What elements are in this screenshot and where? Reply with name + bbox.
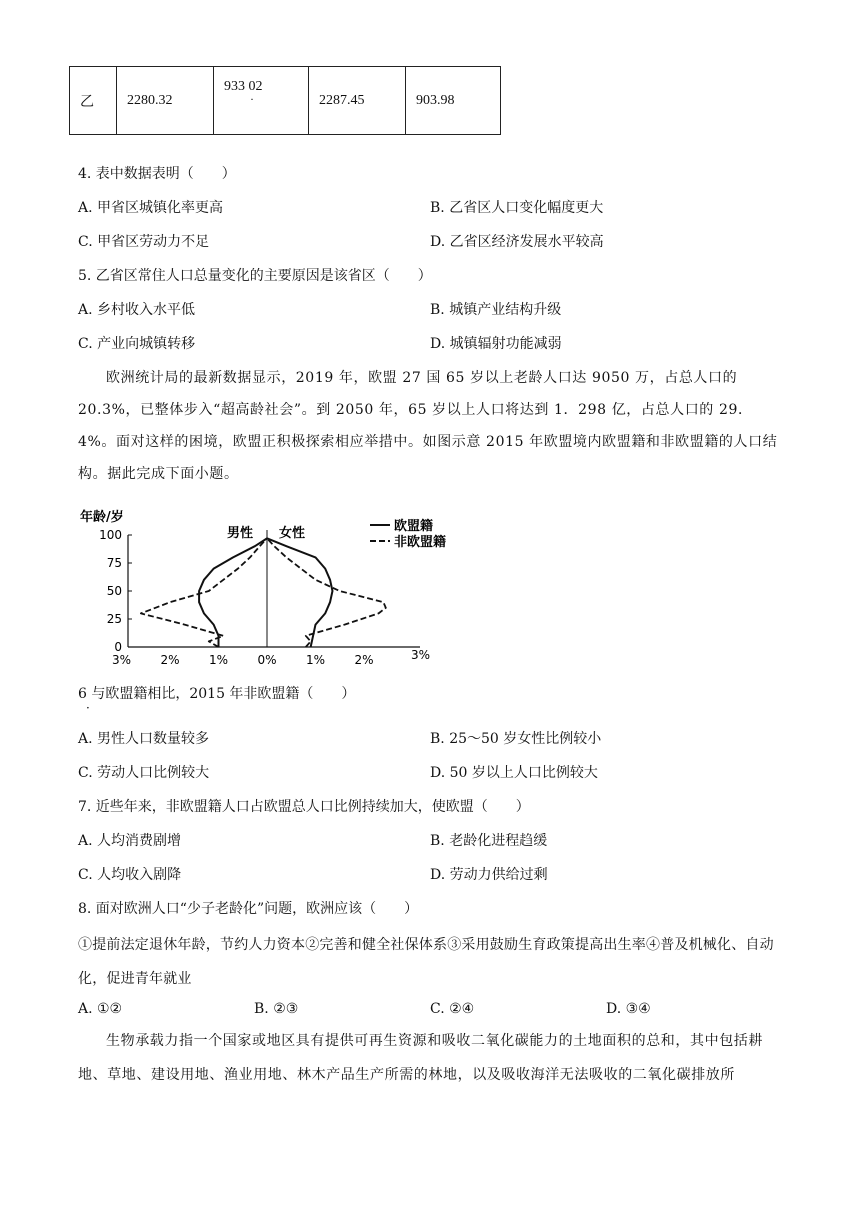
q8-option-a[interactable]: A. ①② bbox=[78, 1001, 123, 1017]
dot-mark: · bbox=[250, 92, 254, 106]
q6-option-b[interactable]: B. 25～50 岁女性比例较小 bbox=[430, 731, 602, 747]
q7-option-c[interactable]: C. 人均收入剧降 bbox=[78, 867, 182, 883]
x-tick-label: 2% bbox=[160, 653, 180, 667]
y-tick-label: 50 bbox=[106, 584, 122, 598]
passage-biocapacity: 生物承载力指一个国家或地区具有提供可再生资源和吸收二氧化碳能力的土地面积的总和，其中包括耕地、草地、建设用地、渔业用地、林木产品生产所需的林地，以及吸收海洋无法吸收的二氧化碳排放所 bbox=[78, 1033, 763, 1083]
q8-option-b[interactable]: B. ②③ bbox=[254, 1001, 299, 1017]
x-tick-label: 0% bbox=[257, 653, 277, 667]
x-tick-label: 1% bbox=[208, 653, 229, 667]
x-tick-label: 3% bbox=[410, 648, 431, 662]
q8-option-c[interactable]: C. ②④ bbox=[430, 1001, 475, 1017]
legend-label-non-eu: 非欧盟籍 bbox=[394, 535, 447, 550]
dot-mark: · bbox=[86, 701, 90, 715]
q8-option-d[interactable]: D. ③④ bbox=[606, 1001, 651, 1017]
male-label: 男性 bbox=[227, 526, 254, 541]
table-cell-region: 乙 bbox=[70, 67, 117, 135]
passage-eu-population: 欧洲统计局的最新数据显示，2019 年，欧盟 27 国 65 岁以上老龄人口达 9050 万，占总人口的 20.3%，已整体步入“超高龄社会”。到 2050 年，65 岁以上人口将达到 1．298 亿，占总人口的 29．4%。面对这样的困境，欧盟正积极探索相应举措中。如图示意 2015 年欧盟境内欧盟籍和非欧盟籍的人口结构。据此完成下面小题。 bbox=[78, 370, 778, 482]
female-label: 女性 bbox=[279, 526, 306, 541]
q4-option-a[interactable]: A. 甲省区城镇化率更高 bbox=[78, 200, 224, 216]
table-cell-value: 933 02 bbox=[224, 79, 263, 94]
series-line-eu-male bbox=[199, 538, 267, 647]
chart-y-axis bbox=[128, 530, 420, 647]
population-pyramid-chart bbox=[74, 500, 494, 675]
series-line-non-eu-male bbox=[141, 538, 267, 647]
chart-ylabel: 年龄/岁 bbox=[80, 510, 124, 525]
y-tick-label: 75 bbox=[106, 556, 122, 570]
legend-label-eu: 欧盟籍 bbox=[394, 519, 434, 534]
q8-items: ①提前法定退休年龄，节约人力资本②完善和健全社保体系③采用鼓励生育政策提高出生率④普及机械化、自动化，促进青年就业 bbox=[78, 937, 774, 987]
q7-option-b[interactable]: B. 老龄化进程趋缓 bbox=[430, 833, 548, 849]
q4-stem: 4. 表中数据表明（ ） bbox=[78, 166, 236, 182]
data-table bbox=[69, 66, 501, 135]
q5-stem: 5. 乙省区常住人口总量变化的主要原因是该省区（ ） bbox=[78, 268, 432, 284]
q6-stem: 6 与欧盟籍相比，2015 年非欧盟籍（ ） bbox=[78, 686, 356, 702]
x-tick-label: 1% bbox=[305, 653, 326, 667]
table-cell bbox=[214, 67, 309, 135]
q5-option-a[interactable]: A. 乡村收入水平低 bbox=[78, 302, 196, 318]
chart-legend bbox=[370, 518, 446, 550]
y-tick-label: 25 bbox=[106, 612, 122, 626]
table-cell: 2287.45 bbox=[309, 67, 406, 135]
q7-option-a[interactable]: A. 人均消费剧增 bbox=[78, 833, 182, 849]
q4-option-c[interactable]: C. 甲省区劳动力不足 bbox=[78, 234, 210, 250]
q6-option-c[interactable]: C. 劳动人口比例较大 bbox=[78, 765, 210, 781]
series-line-non-eu-female bbox=[267, 538, 386, 647]
q5-option-c[interactable]: C. 产业向城镇转移 bbox=[78, 336, 196, 352]
x-tick-label: 2% bbox=[354, 653, 374, 667]
table-cell: 903.98 bbox=[406, 67, 501, 135]
y-tick-label: 100 bbox=[99, 528, 122, 542]
q8-stem: 8. 面对欧洲人口“少子老龄化”问题，欧洲应该（ ） bbox=[78, 901, 419, 917]
q6-option-d[interactable]: D. 50 岁以上人口比例较大 bbox=[430, 765, 598, 781]
q6-option-a[interactable]: A. 男性人口数量较多 bbox=[78, 731, 210, 747]
q4-option-d[interactable]: D. 乙省区经济发展水平较高 bbox=[430, 234, 604, 250]
x-tick-label: 3% bbox=[111, 653, 132, 667]
q7-option-d[interactable]: D. 劳动力供给过剩 bbox=[430, 867, 548, 883]
q5-option-d[interactable]: D. 城镇辐射功能减弱 bbox=[430, 336, 562, 352]
q7-stem: 7. 近些年来，非欧盟籍人口占欧盟总人口比例持续加大，使欧盟（ ） bbox=[78, 799, 530, 815]
table-row bbox=[70, 67, 501, 135]
table-cell: 2280.32 bbox=[117, 67, 214, 135]
q4-option-b[interactable]: B. 乙省区人口变化幅度更大 bbox=[430, 200, 604, 216]
y-tick-label: 0 bbox=[114, 640, 122, 654]
q5-option-b[interactable]: B. 城镇产业结构升级 bbox=[430, 302, 562, 318]
